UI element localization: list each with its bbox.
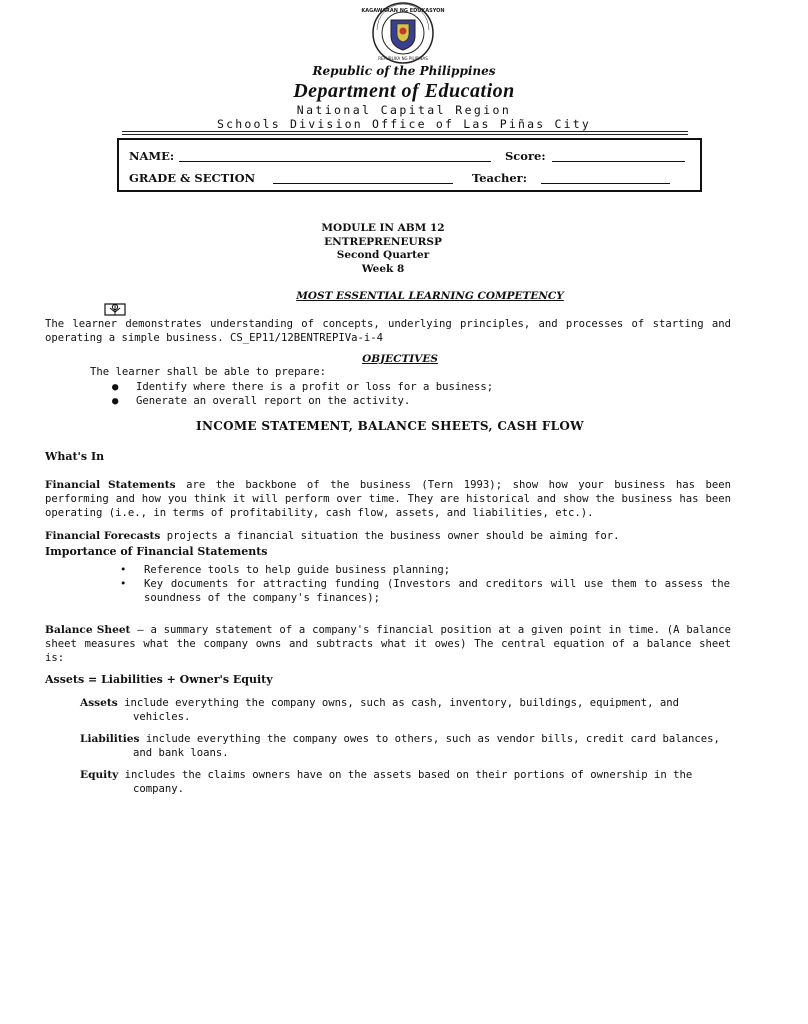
list-item: • Key documents for attracting funding (Investors and creditors will use them to assess the soundness of the company's finances); (120, 578, 730, 604)
melc-text: The learner demonstrates understanding of concepts, underlying principles, and processes of starting and operating a simple business. CS_EP11/12BENTREPIVa-i-4 (45, 318, 731, 344)
score-label: Score: (505, 149, 546, 163)
module-week: Week 8 (361, 262, 405, 275)
financial-statements-paragraph: Financial Statements are the backbone of the business (Tern 1993); show how your business has been performing and how you think it will perform over time. They are historical and show the business has been operating (i.e., in terms of profitability, cash flow, assets, and liabilities, etc.). (45, 479, 731, 519)
objectives-list (112, 380, 493, 408)
balance-sheet-term: Balance Sheet (45, 624, 131, 636)
whats-in-heading: What's In (45, 450, 105, 463)
header-divider (122, 131, 688, 132)
list-item: ● Identify where there is a profit or loss for a business; (112, 381, 494, 393)
book-icon (104, 302, 126, 316)
balance-equation: Assets = Liabilities + Owner's Equity (45, 673, 273, 686)
financial-forecasts-term: Financial Forecasts (45, 530, 161, 542)
division-heading: Schools Division Office of Las Piñas City (216, 117, 592, 131)
liabilities-definition: Liabilities include everything the company owes to others, such as vendor bills, credit card balances, and bank loans. (80, 733, 720, 759)
lesson-title: INCOME STATEMENT, BALANCE SHEETS, CASH FLOW (196, 419, 584, 433)
objectives-intro: The learner shall be able to prepare: (90, 366, 326, 378)
list-item: ● Generate an overall report on the activity. (112, 395, 411, 407)
student-info-box (117, 138, 702, 192)
name-field[interactable] (179, 161, 491, 162)
grade-section-field[interactable] (273, 183, 453, 184)
importance-list (120, 563, 730, 605)
objectives-heading: OBJECTIVES (362, 353, 438, 365)
module-title-block (270, 222, 496, 276)
module-quarter: Second Quarter (336, 249, 430, 261)
department-heading: Department of Education (293, 80, 515, 102)
region-heading: National Capital Region (296, 103, 512, 117)
teacher-label: Teacher: (472, 171, 527, 185)
melc-heading: MOST ESSENTIAL LEARNING COMPETENCY (296, 290, 564, 302)
assets-term: Assets (80, 697, 118, 709)
module-subject: MODULE IN ABM 12 (321, 222, 445, 234)
svg-text:REPUBLIKA NG PILIPINAS: REPUBLIKA NG PILIPINAS (378, 56, 428, 61)
deped-seal-logo (361, 2, 445, 66)
importance-heading: Importance of Financial Statements (45, 545, 268, 558)
name-label: NAME: (129, 149, 175, 163)
financial-forecasts-paragraph: Financial Forecasts projects a financial situation the business owner should be aiming for. (45, 530, 620, 542)
grade-section-label: GRADE & SECTION (129, 171, 256, 185)
svg-text:KAGAWARAN NG EDUKASYON: KAGAWARAN NG EDUKASYON (361, 8, 445, 14)
balance-sheet-paragraph: Balance Sheet – a summary statement of a company's financial position at a given point in time. (A balance sheet measures what the company owns and subtracts what it owes) The central equation of a balance sheet is: (45, 624, 731, 664)
list-item: • Reference tools to help guide business planning; (120, 564, 451, 576)
header-divider-secondary (122, 134, 688, 135)
module-course: ENTREPRENEURSP (324, 235, 442, 248)
teacher-field[interactable] (541, 183, 670, 184)
financial-statements-term: Financial Statements (45, 479, 176, 491)
assets-definition: Assets include everything the company owns, such as cash, inventory, buildings, equipment, and vehicles. (80, 697, 680, 723)
equity-definition: Equity includes the claims owners have on the assets based on their portions of ownership in the company. (80, 769, 693, 795)
score-field[interactable] (552, 161, 685, 162)
liabilities-term: Liabilities (80, 733, 140, 745)
republic-heading: Republic of the Philippines (312, 64, 496, 78)
equity-term: Equity (80, 769, 119, 781)
